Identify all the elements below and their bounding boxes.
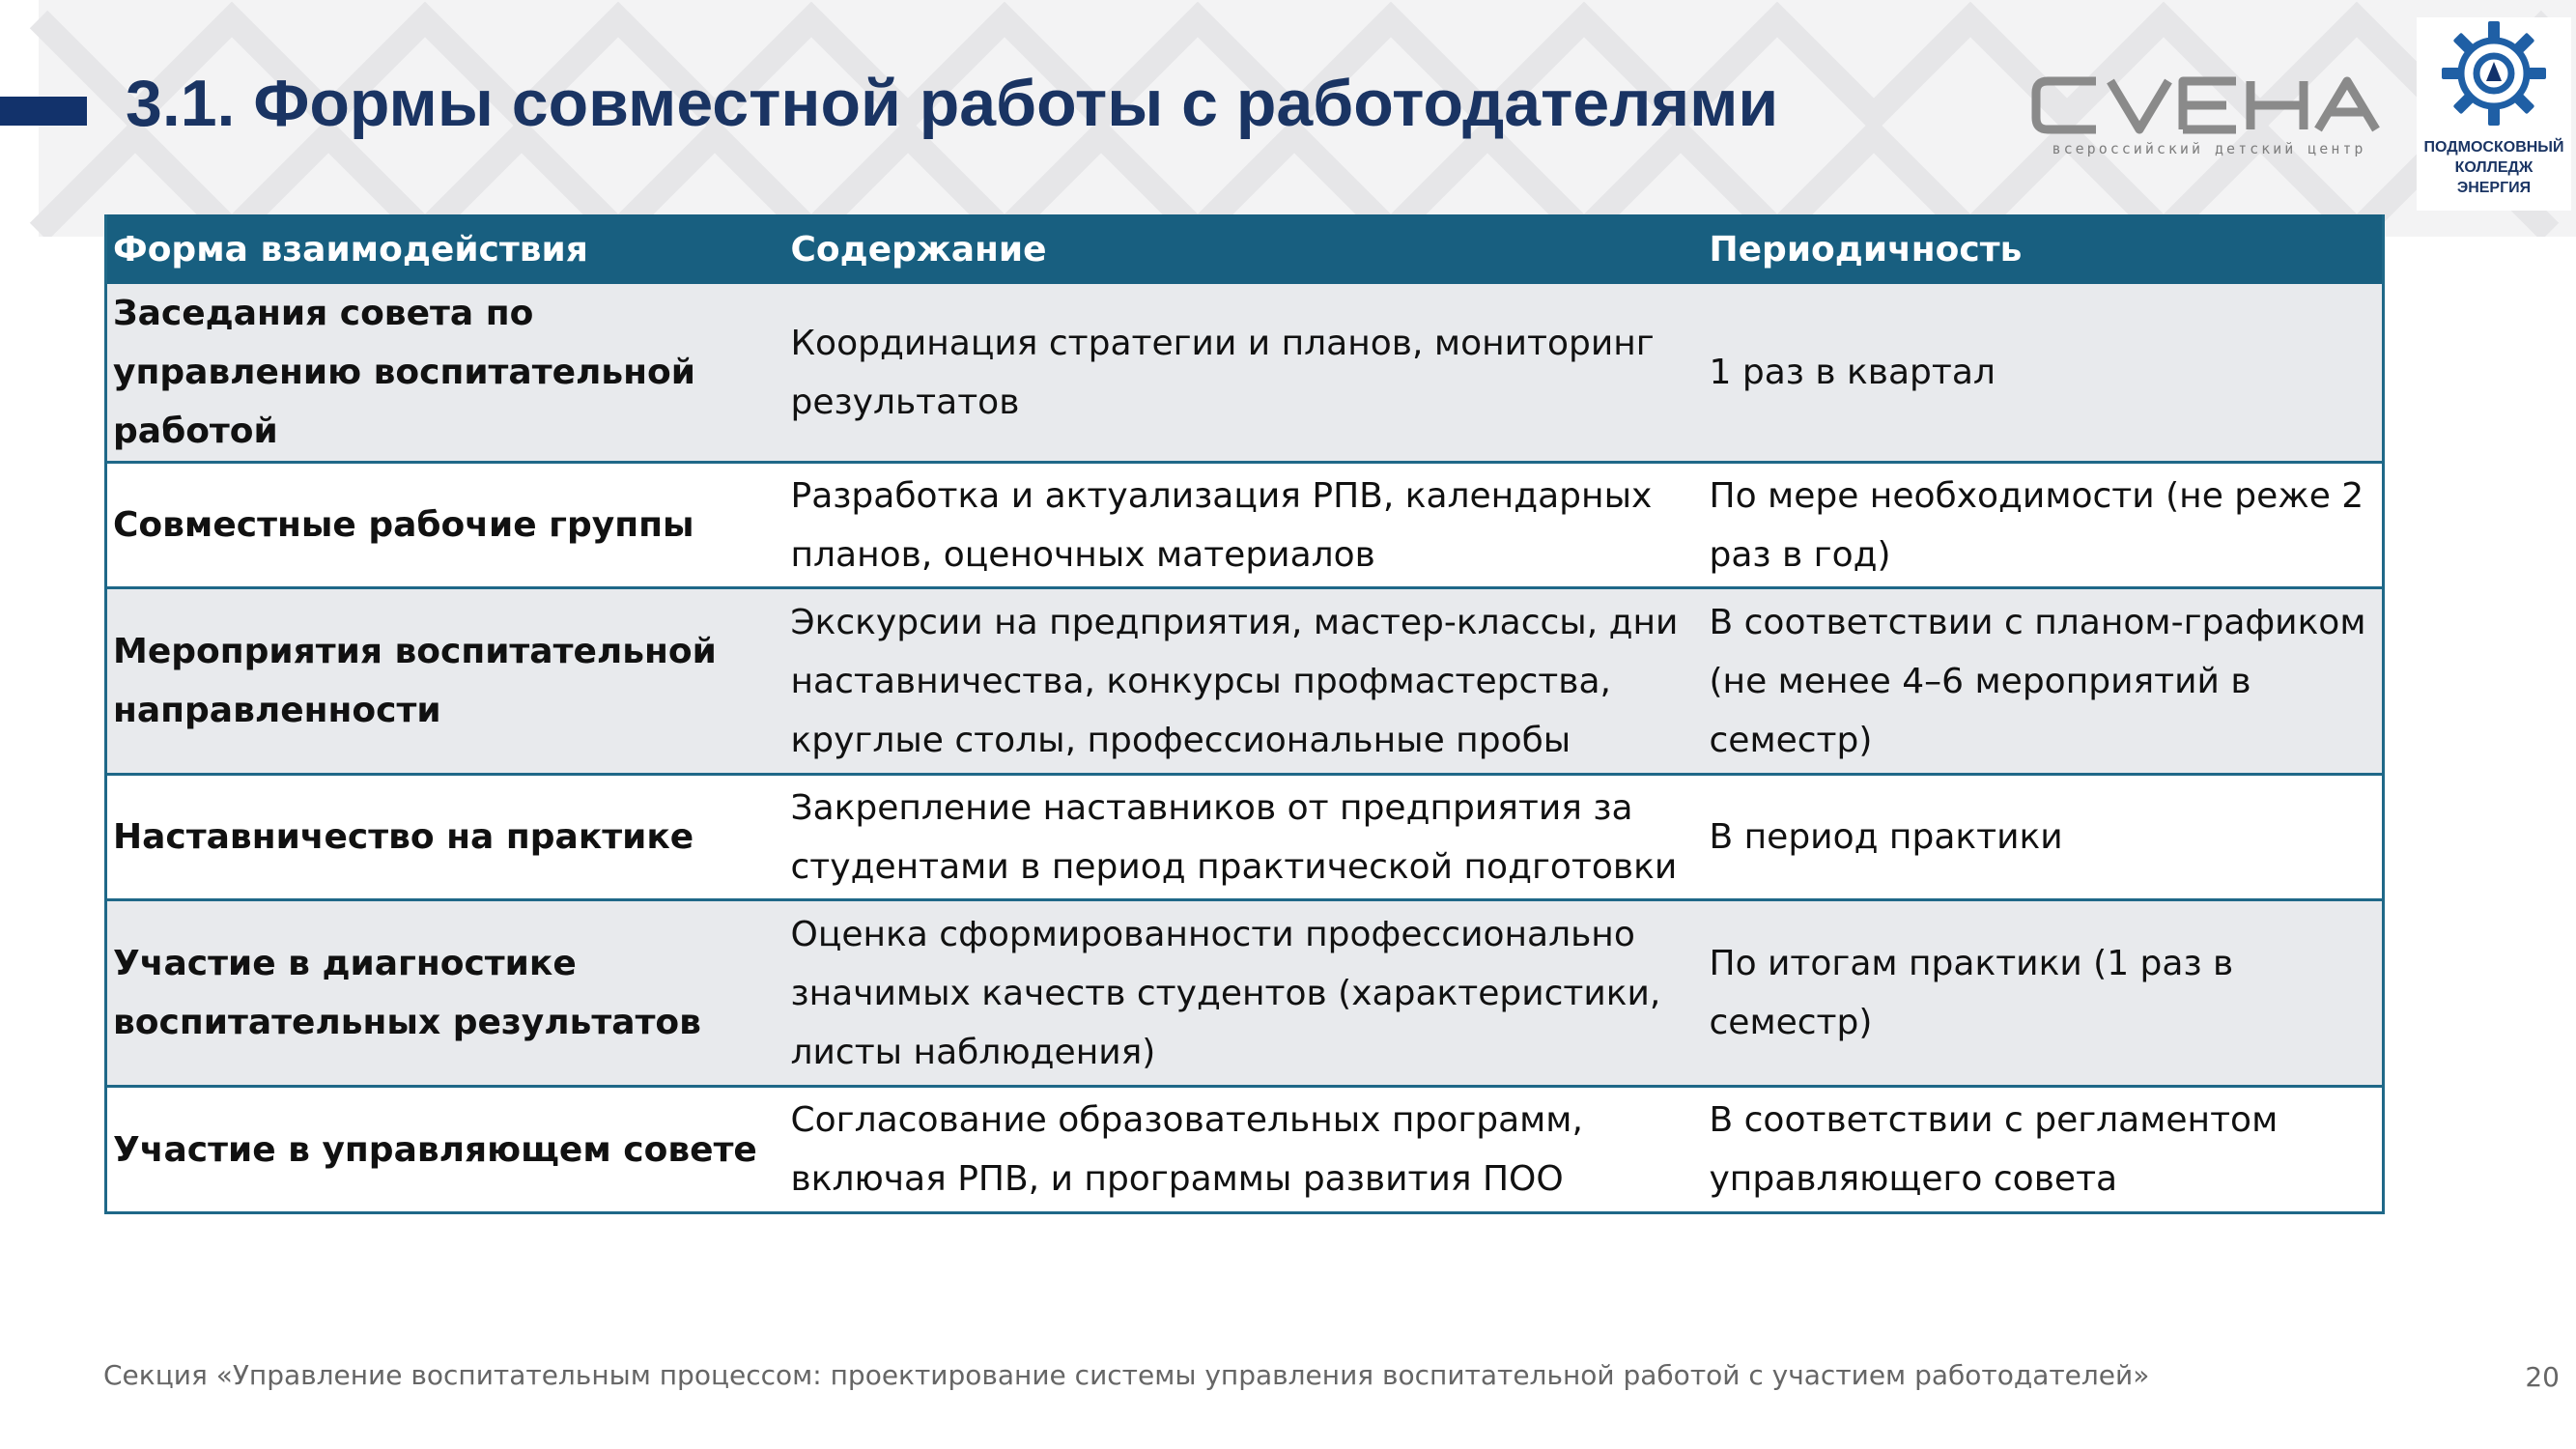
college-logo-text [2417,137,2571,198]
footer-section-title: Секция «Управление воспитательным процессом: проектирование системы управления воспитательной работой с участием работодателей» [103,1359,2150,1391]
college-logo-line: ПОДМОСКОВНЫЙ [2423,139,2564,156]
cell-form: Мероприятия воспитательной направленности [106,588,785,775]
cell-form: Совместные рабочие группы [106,463,785,588]
table-row [106,588,2384,775]
cell-frequency: В соответствии с планом-графиком (не менее 4–6 мероприятий в семестр) [1704,588,2384,775]
college-logo-line: КОЛЛЕДЖ [2454,159,2534,176]
table-row [106,284,2384,463]
cell-content: Оценка сформированности профессионально значимых качеств студентов (характеристики, листы наблюдения) [785,900,1704,1087]
cell-form: Наставничество на практике [106,775,785,900]
page-number: 20 [2525,1361,2560,1393]
table-header-row [106,214,2384,284]
cell-form: Заседания совета по управлению воспитательной работой [106,284,785,463]
employer-forms-table [104,214,2385,1214]
cell-content: Экскурсии на предприятия, мастер-классы, дни наставничества, конкурсы профмастерства, круглые столы, профессиональные пробы [785,588,1704,775]
cell-frequency: В период практики [1704,775,2384,900]
table-header [106,214,2384,284]
cell-content: Разработка и актуализация РПВ, календарных планов, оценочных материалов [785,463,1704,588]
college-logo [2417,17,2571,211]
cell-content: Координация стратегии и планов, мониторинг результатов [785,284,1704,463]
cell-frequency: 1 раз в квартал [1704,284,2384,463]
cell-frequency: В соответствии с регламентом управляющего совета [1704,1087,2384,1213]
table-row [106,775,2384,900]
cell-frequency: По мере необходимости (не реже 2 раз в год) [1704,463,2384,588]
table-row [106,463,2384,588]
header-frequency: Периодичность [1704,214,2384,284]
cell-content: Закрепление наставников от предприятия за студентами в период практической подготовки [785,775,1704,900]
page-title: 3.1. Формы совместной работы с работодателями [126,67,1779,140]
cell-frequency: По итогам практики (1 раз в семестр) [1704,900,2384,1087]
cell-form: Участие в управляющем совете [106,1087,785,1213]
gear-emblem-icon [2438,17,2550,129]
header-form: Форма взаимодействия [106,214,785,284]
smena-logo-subtitle: всероссийский детский центр [2052,140,2366,157]
header-content: Содержание [785,214,1704,284]
cell-content: Согласование образовательных программ, включая РПВ, и программы развития ПОО [785,1087,1704,1213]
college-logo-line: ЭНЕРГИЯ [2456,180,2532,196]
table-row [106,1087,2384,1213]
title-accent-bar [0,97,87,126]
table-row [106,900,2384,1087]
cell-form: Участие в диагностике воспитательных результатов [106,900,785,1087]
